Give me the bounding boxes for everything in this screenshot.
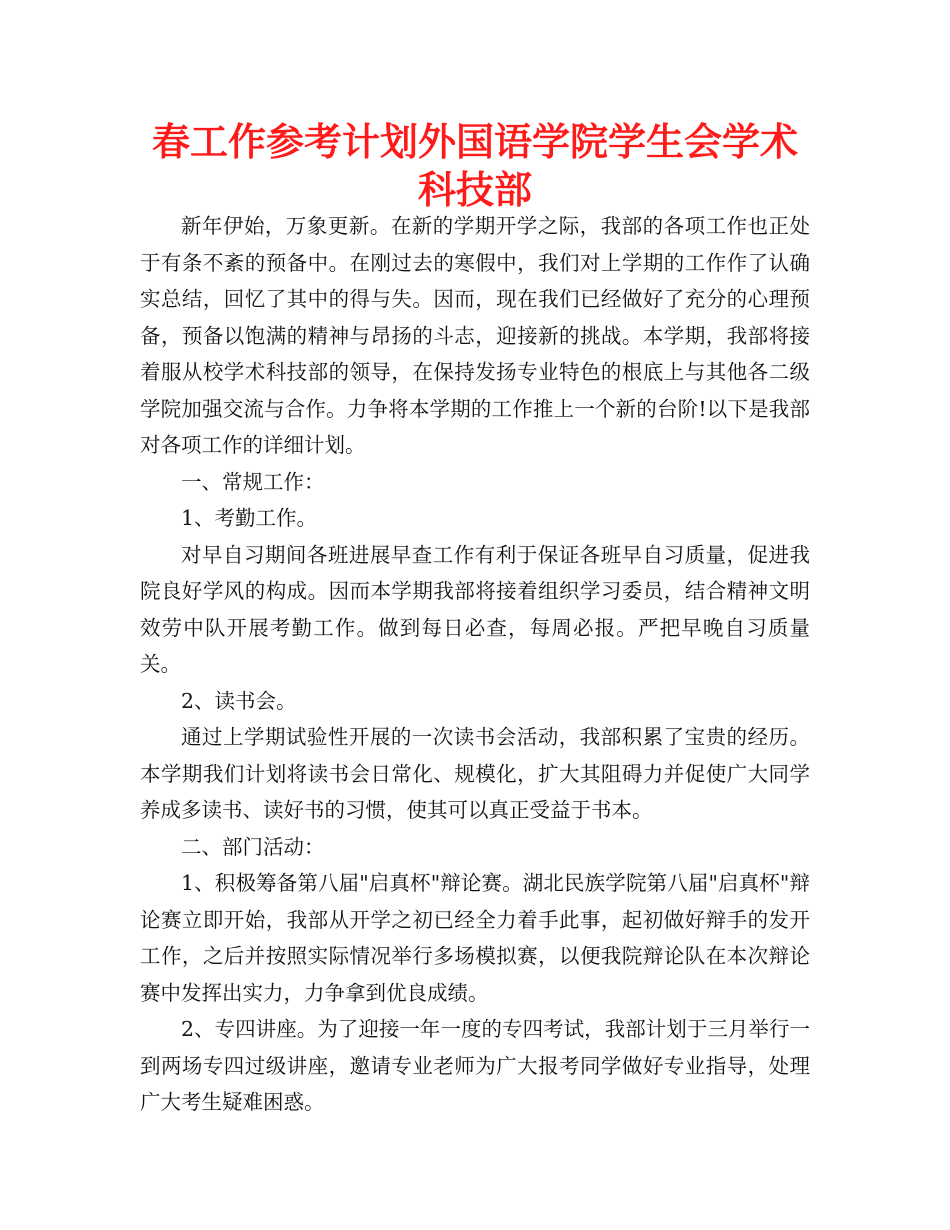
paragraph-attendance: 对早自习期间各班进展早查工作有利于保证各班早自习质量，促进我院良好学风的构成。因而本学期我部将接着组织学习委员，结合精神文明效劳中队开展考勤工作。做到每日必查，每周必报。严把早晚自习质量关。 bbox=[140, 542, 810, 676]
paragraph-tem4-lecture: 2、专四讲座。为了迎接一年一度的专四考试，我部计划于三月举行一到两场专四过级讲座，邀请专业老师为广大报考同学做好专业指导，处理广大考生疑难困惑。 bbox=[140, 1017, 810, 1114]
document-title: 春工作参考计划外国语学院学生会学术科技部 bbox=[151, 120, 798, 212]
subheading-attendance: 1、考勤工作。 bbox=[181, 506, 318, 530]
heading-routine-work: 一、常规工作： bbox=[181, 469, 325, 494]
paragraph-intro: 新年伊始，万象更新。在新的学期开学之际，我部的各项工作也正处于有条不紊的预备中。在刚过去的寒假中，我们对上学期的工作作了认确实总结，回忆了其中的得与失。因而，现在我们已经做好了充分的心理预备，预备以饱满的精神与昂扬的斗志，迎接新的挑战。本学期，我部将接着服从校学术科技部的领导，在保持发扬专业特色的根底上与其他各二级学院加强交流与合作。力争将本学期的工作推上一个新的台阶!以下是我部对各项工作的详细计划。 bbox=[140, 214, 810, 457]
heading-department-activities: 二、部门活动： bbox=[181, 834, 325, 859]
document-body bbox=[140, 208, 810, 1121]
paragraph-reading-club: 通过上学期试验性开展的一次读书会活动，我部积累了宝贵的经历。本学期我们计划将读书会日常化、规模化，扩大其阻碍力并促使广大同学养成多读书、读好书的习惯，使其可以真正受益于书本。 bbox=[140, 725, 810, 822]
subheading-reading-club: 2、读书会。 bbox=[181, 688, 297, 713]
paragraph-debate: 1、积极筹备第八届"启真杯"辩论赛。湖北民族学院第八届"启真杯"辩论赛立即开始，我部从开学之初已经全力着手此事，起初做好辩手的发开工作，之后并按照实际情况举行多场模拟赛，以便我院辩论队在本次辩论赛中发挥出实力，力争拿到优良成绩。 bbox=[140, 871, 810, 1005]
